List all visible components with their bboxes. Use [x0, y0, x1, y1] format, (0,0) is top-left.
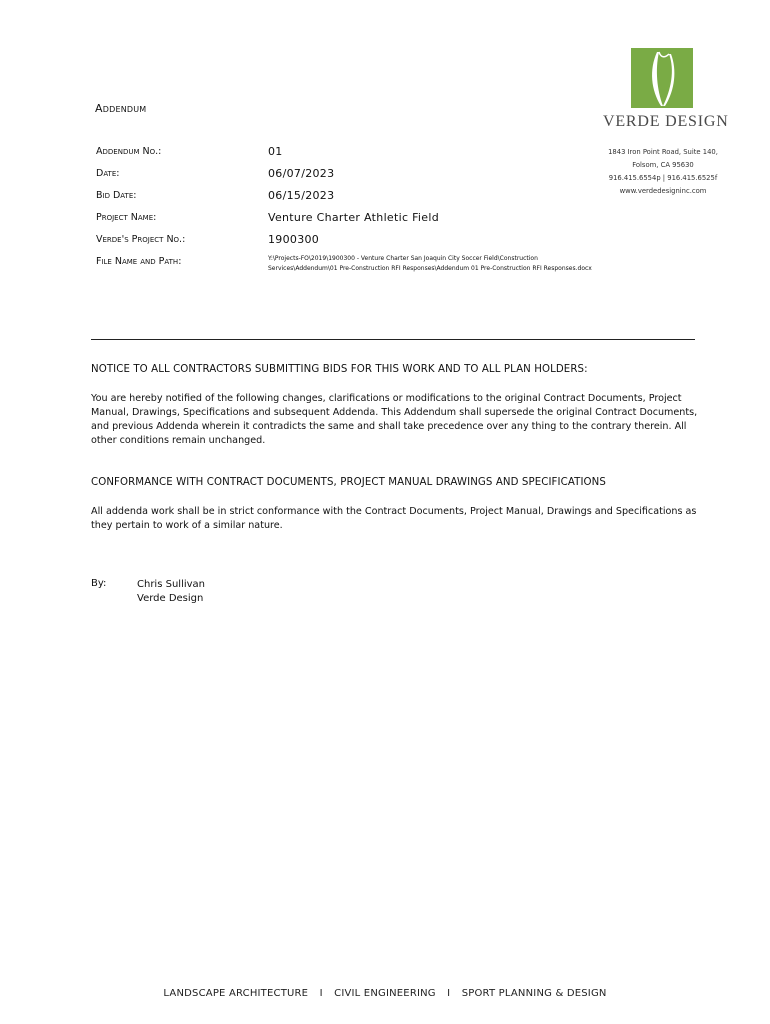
project-name-value: Venture Charter Athletic Field: [268, 211, 439, 224]
by-label: By:: [91, 578, 107, 589]
phone-fax: 916.415.6554p | 916.415.6525f: [608, 174, 718, 182]
project-no-value: 1900300: [268, 233, 320, 246]
footer-services: [0, 988, 770, 999]
footer-item-landscape: LANDSCAPE ARCHITECTURE: [163, 988, 309, 999]
addendum-no-value: 01: [268, 145, 283, 158]
notice-paragraph: You are hereby notified of the following changes, clarifications or modifications to the original Contract Documents, Project Manual, Drawings, Specifications and subsequent Addenda. This Addendum shall supersede the original Contract Documents, and previous Addenda wherein it contradicts the same and shall take precedence over any thing to the contrary therein. All other conditions remain unchanged.: [91, 393, 698, 446]
leaf-logo-icon: [631, 48, 693, 108]
bid-date-label: Bid Date:: [96, 190, 137, 201]
file-path-label: File Name and Path:: [96, 256, 182, 267]
project-name-label: Project Name:: [96, 212, 157, 223]
address-line-1: 1843 Iron Point Road, Suite 140,: [608, 148, 718, 156]
website: www.verdedesigninc.com: [619, 187, 707, 195]
project-no-label: Verde's Project No.:: [96, 234, 186, 245]
conformance-paragraph: All addenda work shall be in strict conformance with the Contract Documents, Project Manual, Drawings and Specifications as they pertain to work of a similar nature.: [91, 506, 697, 531]
verde-design-logo: [631, 48, 693, 108]
footer-separator: I: [447, 988, 451, 999]
signer-name: Chris Sullivan: [137, 579, 206, 590]
footer-item-sport: SPORT PLANNING & DESIGN: [461, 988, 607, 999]
conformance-heading: CONFORMANCE WITH CONTRACT DOCUMENTS, PROJECT MANUAL DRAWINGS AND SPECIFICATIONS: [91, 477, 606, 488]
divider: [91, 339, 695, 340]
date-label: Date:: [96, 168, 120, 179]
company-address: [598, 146, 728, 198]
bid-date-value: 06/15/2023: [268, 189, 335, 202]
signature-block: [137, 578, 205, 606]
footer-item-civil: CIVIL ENGINEERING: [334, 988, 436, 999]
date-value: 06/07/2023: [268, 167, 335, 180]
notice-heading: NOTICE TO ALL CONTRACTORS SUBMITTING BIDS FOR THIS WORK AND TO ALL PLAN HOLDERS:: [91, 364, 588, 375]
document-title: Addendum: [95, 102, 147, 115]
file-path-value: Y:\Projects-FO\2019\1900300 - Venture Charter San Joaquin City Soccer Field\Construction Services\Addendum\01 Pre-Construction RFI Responses\Addendum 01 Pre-Construction RFI Responses.docx: [268, 255, 592, 272]
brand-name: VERDE DESIGN: [603, 113, 729, 130]
address-line-2: Folsom, CA 95630: [632, 161, 694, 169]
signer-company: Verde Design: [137, 593, 204, 604]
footer-separator: I: [319, 988, 323, 999]
addendum-no-label: Addendum No.:: [96, 146, 162, 157]
